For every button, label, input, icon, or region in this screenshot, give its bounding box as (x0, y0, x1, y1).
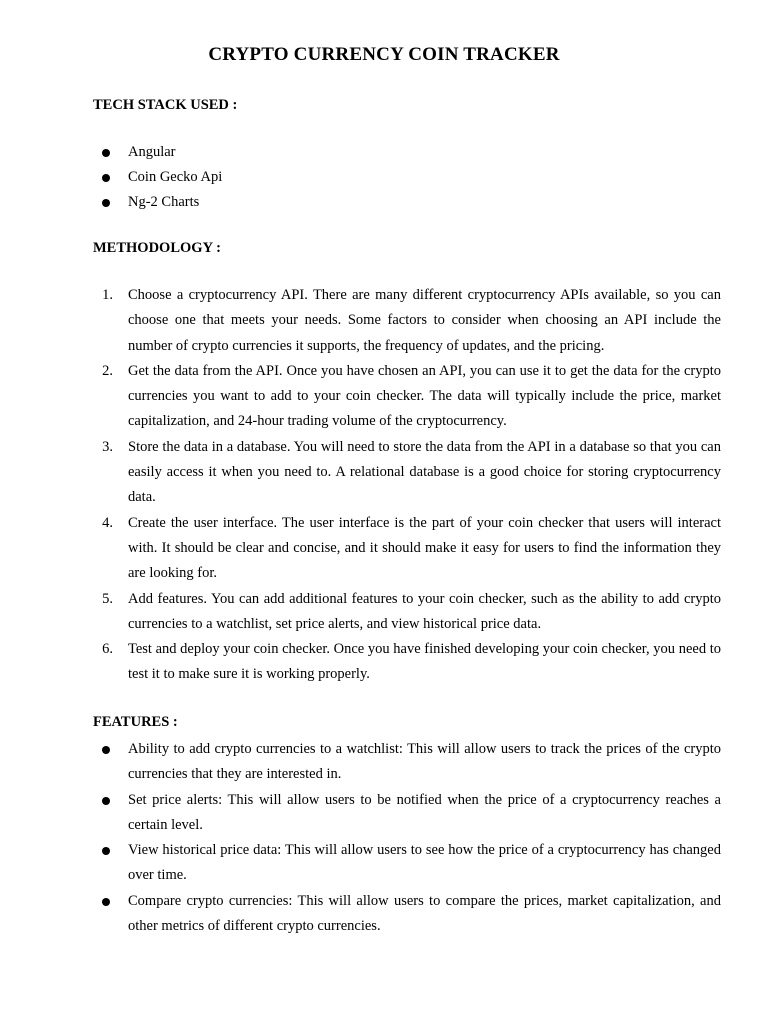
list-item: Angular (93, 140, 721, 165)
bullet-icon (102, 149, 110, 157)
bullet-icon (102, 898, 110, 906)
list-item: Ng-2 Charts (93, 190, 721, 215)
document-title: CRYPTO CURRENCY COIN TRACKER (208, 44, 560, 65)
list-item: Set price alerts: This will allow users to be notified when the price of a cryptocurrency reaches a certain level. (93, 788, 721, 839)
list-item: View historical price data: This will allow users to see how the price of a cryptocurrency has changed over time. (93, 838, 721, 889)
features-list (93, 737, 721, 939)
list-item: 3. Store the data in a database. You will need to store the data from the API in a database so that you can easily access it when you need to. A relational database is a good choice for storing cryptocurrency data. (102, 438, 721, 506)
tech-stack-heading: TECH STACK USED : (93, 97, 238, 113)
list-item: 1. Choose a cryptocurrency API. There are many different cryptocurrency APIs available, so you can choose one that meets your needs. Some factors to consider when choosing an API include the number of crypto currencies it supports, the frequency of updates, and the pricing. (102, 287, 721, 354)
bullet-icon (102, 174, 110, 182)
methodology-heading: METHODOLOGY : (93, 240, 221, 256)
list-item: Coin Gecko Api (93, 165, 721, 190)
list-item: Ability to add crypto currencies to a watchlist: This will allow users to track the prices of the crypto currencies that they are interested in. (93, 737, 721, 788)
methodology-list (93, 283, 721, 688)
features-heading: FEATURES : (93, 714, 178, 730)
list-item: 5. Add features. You can add additional features to your coin checker, such as the ability to add crypto currencies to a watchlist, set price alerts, and view historical price data. (102, 590, 721, 632)
list-item: 4. Create the user interface. The user interface is the part of your coin checker that users will interact with. It should be clear and concise, and it should make it easy for users to find the information they are looking for. (102, 514, 721, 582)
list-item: Compare crypto currencies: This will allow users to compare the prices, market capitalization, and other metrics of different crypto currencies. (93, 889, 721, 940)
tech-stack-list (93, 140, 721, 215)
bullet-icon (102, 847, 110, 855)
list-item: 6. Test and deploy your coin checker. Once you have finished developing your coin checker, you need to test it to make sure it is working properly. (102, 641, 721, 683)
list-item: 2. Get the data from the API. Once you have chosen an API, you can use it to get the data for the crypto currencies you want to add to your coin checker. The data will typically include the price, market capitalization, and 24-hour trading volume of the cryptocurrency. (102, 362, 721, 430)
bullet-icon (102, 199, 110, 207)
bullet-icon (102, 797, 110, 805)
bullet-icon (102, 746, 110, 754)
